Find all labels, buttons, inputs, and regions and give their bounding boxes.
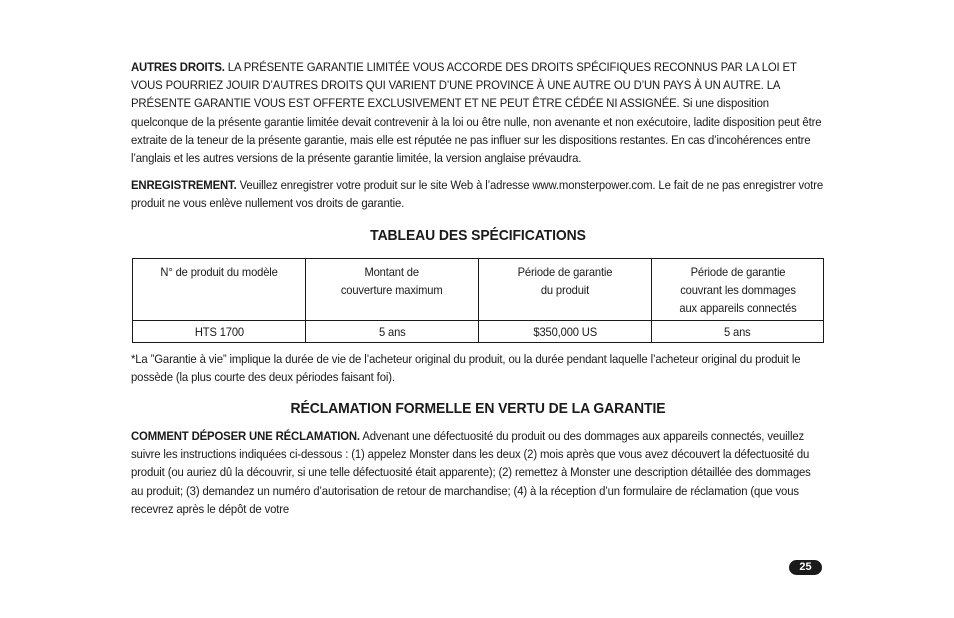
table-cell-model: HTS 1700 <box>133 320 306 342</box>
claim-section-title: RÉCLAMATION FORMELLE EN VERTU DE LA GARANTIE <box>290 400 666 418</box>
table-header-cell: Période de garantie du produit <box>479 258 652 320</box>
enregistrement-text: Veuillez enregistrer votre produit sur le site Web à l’adresse www.monsterpower.com. Le fait de ne pas enregistrer votre produit ne vous enlève nullement vos droits de garantie. <box>131 178 824 211</box>
table-header-row <box>133 258 824 320</box>
page-number-badge: 25 <box>789 560 822 575</box>
autres-droits-lead: AUTRES DROITS. <box>131 60 225 74</box>
comment-paragraph <box>131 427 825 518</box>
table-cell-device-warranty: 5 ans <box>652 320 824 342</box>
footnote: *La ”Garantie à vie” implique la durée de vie de l’acheteur original du produit, ou la durée pendant laquelle l’acheteur original du produit le possède (la plus courte des deux périodes faisant foi). <box>131 351 801 384</box>
table-cell-coverage: 5 ans <box>306 320 479 342</box>
comment-text: Advenant une défectuosité du produit ou des dommages aux appareils connectés, veuillez suivre les instructions indiquées ci-dessous : (1) appelez Monster dans les deux (2) mois après que vous avez découvert la défectuosité du produit (ou auriez dû la découvrir, si une telle défectuosité était apparente); (2) remettez à Monster une description détaillée des dommages au produit; (3) demandez un numéro d’autorisation de retour de marchandise; (4) à la réception d’un formulaire de réclamation (que vous recevrez après le dépôt de votre <box>131 429 811 516</box>
autres-droits-paragraph <box>131 58 825 167</box>
enregistrement-paragraph <box>131 176 825 212</box>
table-cell-product-warranty: $350,000 US <box>479 320 652 342</box>
autres-droits-text: LA PRÉSENTE GARANTIE LIMITÉE VOUS ACCORDE DES DROITS SPÉCIFIQUES RECONNUS PAR LA LOI ET VOUS POURRIEZ JOUIR D’AUTRES DROITS QUI VARIENT D’UNE PROVINCE À UNE AUTRE OU D’UN PAYS À UN AUTRE. LA PRÉSENTE GARANTIE VOUS EST OFFERTE EXCLUSIVEMENT ET NE PEUT ÊTRE CÉDÉE NI ASSIGNÉE. Si une disposition quelconque de la présente garantie limitée devait contrevenir à la loi ou être nulle, non avenante et non exécutoire, ladite disposition peut être extraite de la teneur de la présente garantie, mais elle est réputée ne pas influer sur les dispositions restantes. En cas d’incohérences entre l’anglais et les autres versions de la présente garantie limitée, la version anglaise prévaudra. <box>131 60 822 166</box>
document-page <box>131 58 825 518</box>
table-header-cell: Période de garantie couvrant les dommages aux appareils connectés <box>652 258 824 320</box>
enregistrement-lead: ENREGISTREMENT. <box>131 178 237 193</box>
table-row <box>133 320 824 342</box>
comment-lead: COMMENT DÉPOSER UNE RÉCLAMATION. <box>131 429 360 444</box>
table-header-cell: Montant de couverture maximum <box>306 258 479 320</box>
table-header-cell: N° de produit du modèle <box>133 258 306 320</box>
spec-table <box>132 258 824 343</box>
spec-table-title: TABLEAU DES SPÉCIFICATIONS <box>370 226 586 244</box>
